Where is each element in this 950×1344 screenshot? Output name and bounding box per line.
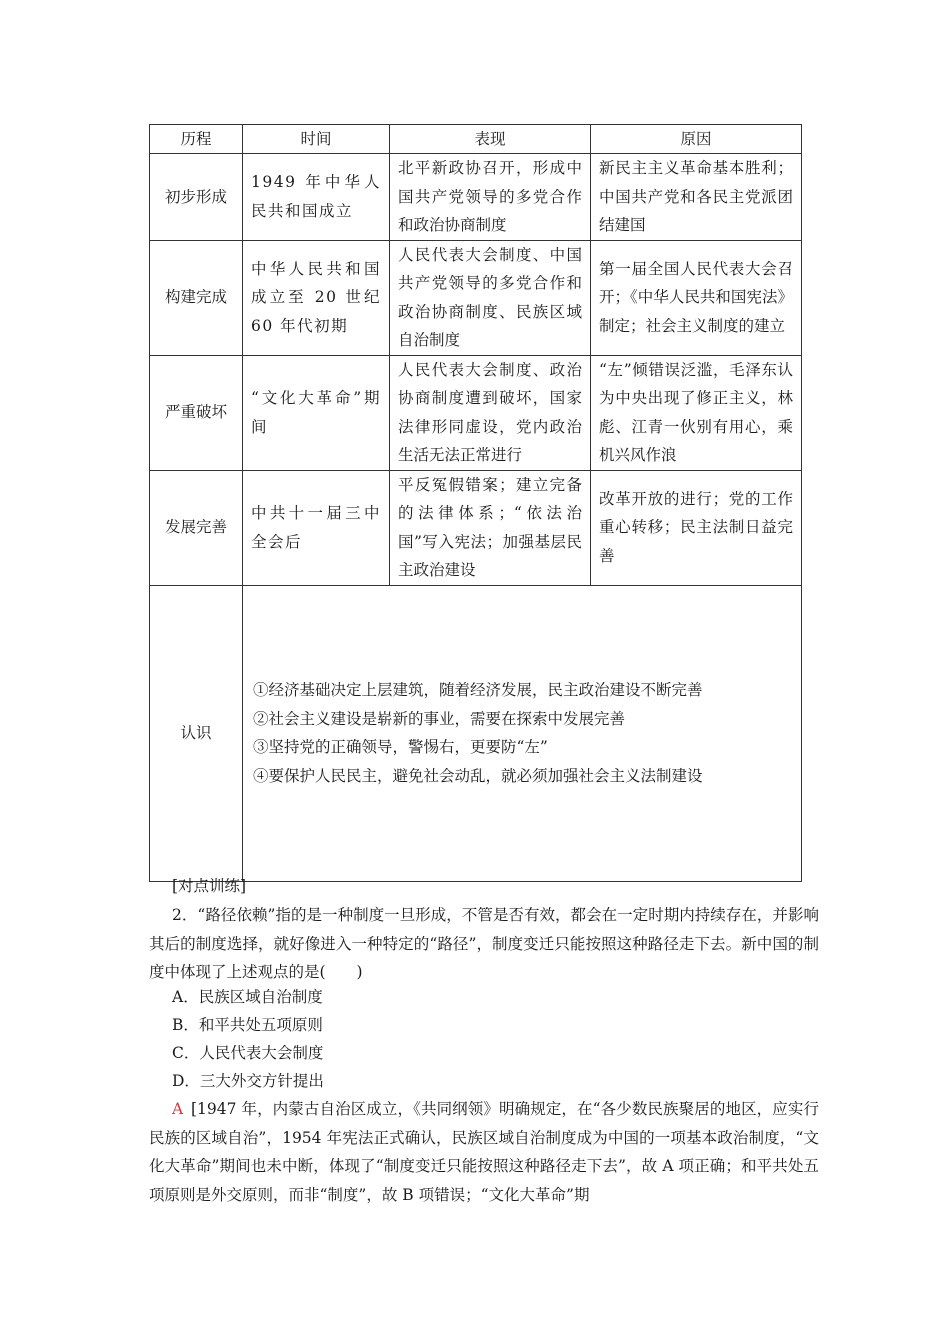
- table-row: [150, 154, 802, 241]
- header-time: 时间: [243, 125, 390, 154]
- header-performance: 表现: [390, 125, 591, 154]
- table-row: [150, 355, 802, 470]
- time-cell: “文化大革命”期间: [243, 355, 390, 470]
- cognition-point: ②社会主义建设是崭新的事业，需要在探索中发展完善: [253, 709, 626, 728]
- time-cell: 中共十一届三中全会后: [243, 470, 390, 585]
- option-a: A．民族区域自治制度: [172, 988, 323, 1006]
- history-table: [149, 124, 802, 882]
- answer-explanation: [149, 1095, 819, 1209]
- reason-cell: 改革开放的进行；党的工作重心转移；民主法制日益完善: [591, 470, 802, 585]
- cognition-label: 认识: [150, 585, 243, 881]
- reason-cell: “左”倾错误泛滥，毛泽东认为中央出现了修正主义，林彪、江青一伙别有用心，乘机兴风作浪: [591, 355, 802, 470]
- cognition-row: [150, 585, 802, 881]
- option-b: B．和平共处五项原则: [172, 1016, 323, 1034]
- option-c: C．人民代表大会制度: [172, 1044, 324, 1062]
- header-reason: 原因: [591, 125, 802, 154]
- stage-cell: 发展完善: [150, 470, 243, 585]
- section-title: [对点训练]: [172, 877, 247, 895]
- option-d: D．三大外交方针提出: [172, 1072, 324, 1090]
- reason-cell: 新民主主义革命基本胜利；中国共产党和各民主党派团结建国: [591, 154, 802, 241]
- header-stage: 历程: [150, 125, 243, 154]
- answer-letter: A: [172, 1100, 184, 1118]
- table-row: [150, 470, 802, 585]
- question-text: 2．“路径依赖”指的是一种制度一旦形成，不管是否有效，都会在一定时期内持续存在，并影响其后的制度选择，就好像进入一种特定的“路径”，制度变迁只能按照这种路径走下去。新中国的制度中体现了上述观点的是( ): [149, 906, 819, 981]
- stage-cell: 构建完成: [150, 240, 243, 355]
- cognition-point: ③坚持党的正确领导，警惕右，更要防“左”: [253, 738, 548, 756]
- performance-cell: 平反冤假错案；建立完备的法律体系；“依法治国”写入宪法；加强基层民主政治建设: [390, 470, 591, 585]
- performance-cell: 人民代表大会制度、政治协商制度遭到破坏，国家法律形同虚设，党内政治生活无法正常进行: [390, 355, 591, 470]
- performance-cell: 人民代表大会制度、中国共产党领导的多党合作和政治协商制度、民族区域自治制度: [390, 240, 591, 355]
- stage-cell: 初步形成: [150, 154, 243, 241]
- performance-cell: 北平新政协召开，形成中国共产党领导的多党合作和政治协商制度: [390, 154, 591, 241]
- cognition-point: ④要保护人民民主，避免社会动乱，就必须加强社会主义法制建设: [253, 766, 703, 785]
- stage-cell: 严重破坏: [150, 355, 243, 470]
- answer-text: [1947 年，内蒙古自治区成立，《共同纲领》明确规定，在“各少数民族聚居的地区，应实行民族的区域自治”，1954 年宪法正式确认，民族区域自治制度成为中国的一项基本政治制度，“文化大革命”期间也未中断，体现了“制度变迁只能按照这种路径走下去”，故 A 项正确；和平共处五项原则是外交原则，而非“制度”，故 B 项错误；“文化大革命”期: [149, 1100, 819, 1204]
- cognition-point: ①经济基础决定上层建筑，随着经济发展，民主政治建设不断完善: [253, 681, 703, 699]
- table-row: [150, 240, 802, 355]
- table-header-row: [150, 125, 802, 154]
- reason-cell: 第一届全国人民代表大会召开；《中华人民共和国宪法》制定；社会主义制度的建立: [591, 240, 802, 355]
- time-cell: 1949 年中华人民共和国成立: [243, 154, 390, 241]
- time-cell: 中华人民共和国成立至 20 世纪 60 年代初期: [243, 240, 390, 355]
- cognition-cell: [243, 585, 802, 881]
